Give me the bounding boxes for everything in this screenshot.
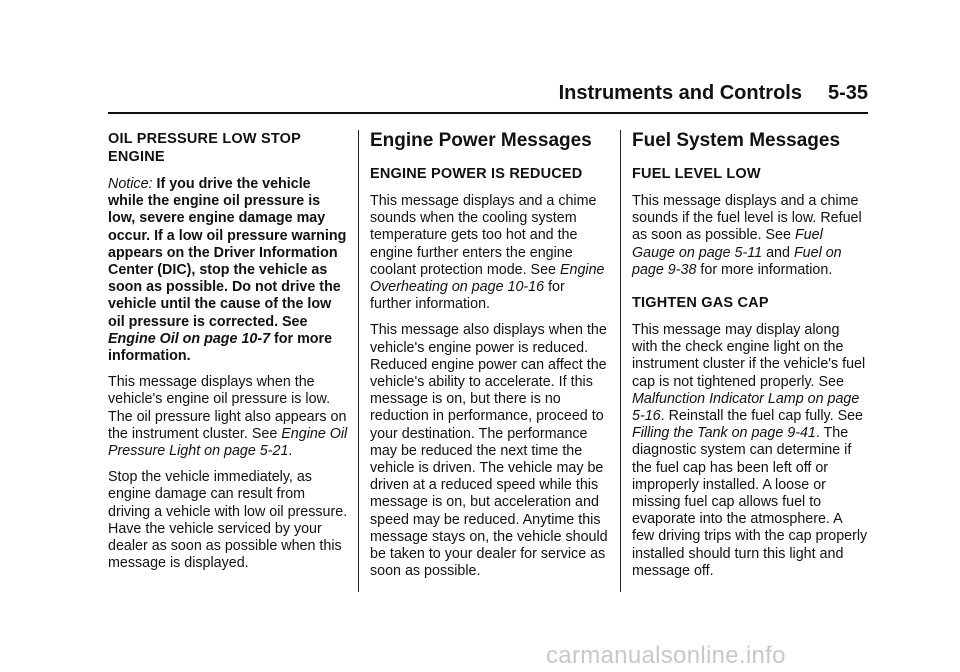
header-text xyxy=(559,82,868,105)
page-number: 5-35 xyxy=(827,82,868,104)
engine-para1-text: This message displays and a chime sounds when the cooling system temperature gets too hot and the engine further enters the engine coolant protection mode. See xyxy=(370,193,597,278)
column-3 xyxy=(632,130,868,589)
oil-para1-tail: . xyxy=(288,443,293,460)
oil-pressure-heading: OIL PRESSURE LOW STOP ENGINE xyxy=(108,131,301,165)
oil-paragraph-2: Stop the vehicle immediately, as engine damage can result from driving a vehicle with low oil pressure. Have the vehicle serviced by your dealer as soon as possible when this message is displayed. xyxy=(108,469,348,572)
column-divider-2 xyxy=(620,130,621,592)
notice-paragraph xyxy=(108,176,348,365)
engine-overheating-ref: Engine Overheating on page 10-16 xyxy=(370,261,605,296)
fuel-ref: Fuel on page 9-38 xyxy=(632,244,842,278)
fuel-level-low-heading: FUEL LEVEL LOW xyxy=(632,166,761,182)
oil-pressure-light-ref: Engine Oil Pressure Light on page 5-21 xyxy=(108,425,348,460)
gas-cap-text-1: This message may display along with the check engine light on the instrument cluster if the vehicle's fuel cap is not tightened properly. See xyxy=(632,322,866,390)
oil-paragraph-1 xyxy=(108,374,348,460)
gas-cap-text-3: . The diagnostic system can determine if the fuel cap has been left off or improperly installed. A loose or missing fuel cap allows fuel to evaporate into the atmosphere. A few driving trips with the cap properly installed should turn this light and message off. xyxy=(632,425,868,579)
oil-para1-text: This message displays when the vehicle's engine oil pressure is low. The oil pressure light also appears on the instrument cluster. See xyxy=(108,374,347,442)
column-2 xyxy=(370,130,608,589)
notice-text: If you drive the vehicle while the engine oil pressure is low, severe engine damage may occur. If a low oil pressure warning appears on the Driver Information Center (DIC), stop the vehicle as soon as possible. Do not drive the vehicle until the cause of the low oil pressure is corrected. See xyxy=(108,176,347,330)
fuel-and: and xyxy=(766,244,790,261)
gas-cap-paragraph xyxy=(632,322,868,580)
column-1 xyxy=(108,130,348,581)
fuel-level-tail: for more information. xyxy=(700,261,833,278)
header-rule xyxy=(108,112,868,114)
column-divider-1 xyxy=(358,130,359,592)
malfunction-lamp-ref: Malfunction Indicator Lamp on page 5-16 xyxy=(632,390,860,425)
watermark-text: carmanualsonline.info xyxy=(546,642,786,669)
fuel-gauge-ref: Fuel Gauge on page 5-11 xyxy=(632,227,823,261)
gas-cap-text-2: . Reinstall the fuel cap fully. See xyxy=(660,408,864,425)
section-title: Instruments and Controls xyxy=(558,82,802,104)
engine-power-heading: Engine Power Messages xyxy=(370,130,592,151)
engine-para1-tail: for further information. xyxy=(370,279,565,313)
notice-label: Notice: xyxy=(108,176,153,192)
notice-tail: for more information. xyxy=(108,330,333,365)
engine-oil-ref: Engine Oil on page 10-7 xyxy=(108,330,271,347)
fuel-level-paragraph xyxy=(632,193,868,279)
fuel-level-text: This message displays and a chime sounds if the fuel level is low. Refuel as soon as possible. See xyxy=(632,193,862,244)
fuel-system-heading: Fuel System Messages xyxy=(632,130,841,151)
engine-power-paragraph-2: This message also displays when the vehicle's engine power is reduced. Reduced engine power can affect the vehicle's ability to accelerate. If this message is on, but there is no reduction in performance, proceed to your destination. The performance may be reduced the next time the vehicle is driven. The vehicle may be driven at a reduced speed while this message is on, but acceleration and speed may be reduced. Anytime this message stays on, the vehicle should be taken to your dealer for service as soon as possible. xyxy=(370,322,608,580)
filling-tank-ref: Filling the Tank on page 9-41 xyxy=(632,425,816,442)
engine-power-paragraph-1 xyxy=(370,193,608,313)
engine-power-reduced-heading: ENGINE POWER IS REDUCED xyxy=(370,166,583,182)
page-header xyxy=(108,82,868,108)
tighten-gas-cap-heading: TIGHTEN GAS CAP xyxy=(632,295,769,312)
